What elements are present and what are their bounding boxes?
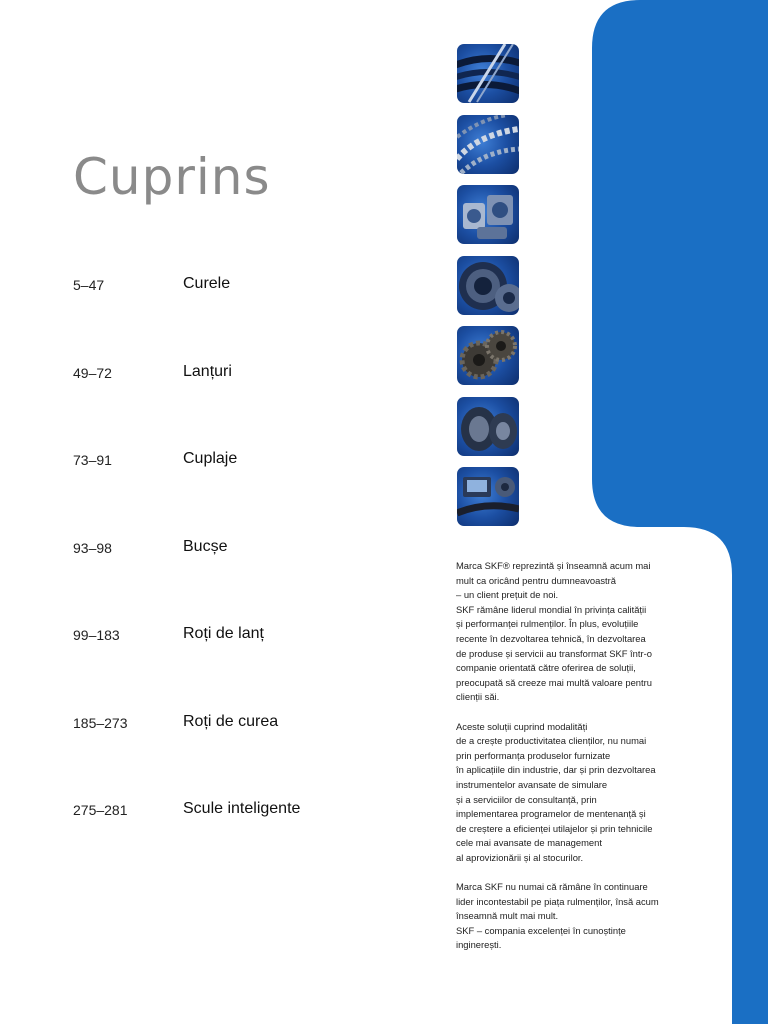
intro-paragraph (456, 880, 674, 953)
intro-text (456, 559, 674, 968)
toc-row-bucse[interactable] (73, 529, 433, 569)
bushings-icon (457, 256, 519, 315)
toc-section-title: Roți de lanț (183, 625, 264, 642)
intro-line: preocupată să creeze mai multă valoare pentru (456, 676, 652, 688)
toc-row-roti-de-curea[interactable] (73, 704, 433, 744)
toc-row-roti-de-lant[interactable] (73, 616, 433, 656)
intro-line: clienții săi. (456, 691, 500, 703)
intro-line: de creștere a eficienței utilajelor și prin tehnicile (456, 822, 653, 834)
toc-page-range: 73–91 (73, 452, 112, 468)
intro-paragraph (456, 559, 674, 705)
toc-page-range: 5–47 (73, 277, 105, 293)
toc-section-title: Bucșe (183, 538, 228, 555)
toc-row-lanturi[interactable] (73, 354, 433, 394)
toc-section-title: Roți de curea (183, 713, 279, 730)
intro-line: în aplicațiile din industrie, dar și prin dezvoltarea (456, 764, 656, 776)
toc-page-range: 185–273 (73, 715, 128, 731)
intro-line: – un client prețuit de noi. (456, 589, 559, 601)
intro-line: înseamnă mult mai mult. (456, 910, 559, 922)
intro-line: și a serviciilor de consultanță, prin (456, 793, 597, 805)
intro-line: de a crește productivitatea clienților, nu numai (456, 735, 647, 747)
intro-line: cele mai avansate de management (456, 837, 602, 849)
toc-row-cuplaje[interactable] (73, 441, 433, 481)
toc-section-title: Cuplaje (183, 450, 238, 467)
intro-line: lider incontestabil pe piața rulmenților, însă acum (456, 895, 659, 907)
intro-line: SKF rămâne liderul mondial în privința calității (456, 603, 647, 615)
toc-page-range: 93–98 (73, 540, 112, 556)
page-title: Cuprins (73, 148, 271, 206)
intro-line: recente în dezvoltarea tehnică, în dezvoltarea (456, 632, 646, 644)
intro-line: de produse și servicii au transformat SKF într-o (456, 647, 652, 659)
intro-paragraph (456, 720, 674, 866)
intro-line: implementarea programelor de mentenanță și (456, 808, 646, 820)
belts-icon (457, 44, 519, 103)
intro-line: inginerești. (456, 939, 502, 951)
chains-icon (457, 115, 519, 174)
intro-line: Marca SKF® reprezintă și înseamnă acum mai (456, 560, 651, 571)
toc-section-title: Scule inteligente (183, 800, 301, 817)
toc-row-curele[interactable] (73, 266, 433, 306)
toc-row-scule-inteligente[interactable] (73, 791, 433, 831)
intro-line: al aprovizionării și al stocurilor. (456, 851, 584, 863)
toc-page-range: 49–72 (73, 365, 112, 381)
pulleys-icon (457, 397, 519, 456)
toc-section-title: Lanțuri (183, 363, 232, 380)
smart-tools-icon (457, 467, 519, 526)
intro-line: instrumentelor avansate de simulare (456, 778, 608, 790)
intro-line: mult ca oricând pentru dumneavoastră (456, 574, 616, 586)
toc-page-range: 275–281 (73, 802, 128, 818)
intro-line: Aceste soluții cuprind modalități (456, 720, 588, 732)
intro-line: companie orientată către oferirea de soluții, (456, 662, 636, 674)
toc-page-range: 99–183 (73, 627, 120, 643)
intro-line: și performanței rulmenților. În plus, evoluțiile (456, 618, 639, 630)
sprockets-icon (457, 326, 519, 385)
intro-line: SKF – compania excelenței în cunoștințe (456, 924, 626, 936)
couplings-icon (457, 185, 519, 244)
intro-line: prin performanța produselor furnizate (456, 749, 611, 761)
toc-section-title: Curele (183, 275, 231, 292)
intro-line: Marca SKF nu numai că rămâne în continuare (456, 881, 648, 893)
